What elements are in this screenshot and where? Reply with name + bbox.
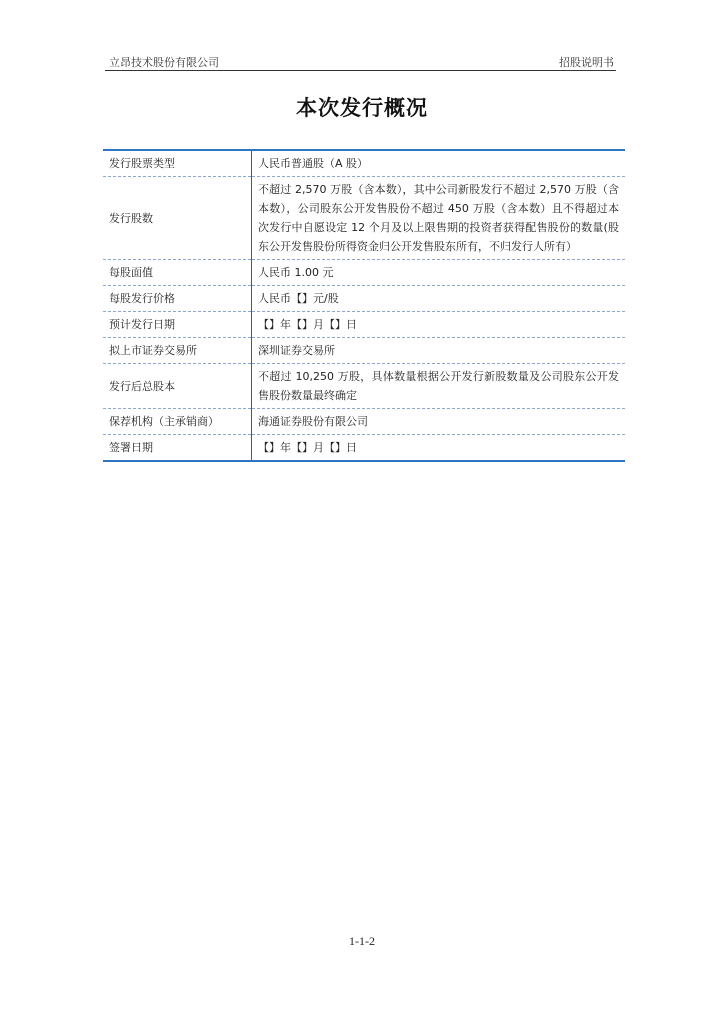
row-value: 人民币【】元/股 bbox=[252, 286, 626, 312]
row-value: 不超过 2,570 万股（含本数），其中公司新股发行不超过 2,570 万股（含本数），公司股东公开发售股份不超过 450 万股（含本数）且不得超过本次发行中自愿设定 12 个月及以上限售期的投资者获得配售股份的数量(股东公开发售股份所得资金归公开发售股东所有，不归发行人所有） bbox=[252, 177, 626, 260]
page-title: 本次发行概况 bbox=[296, 96, 428, 120]
company-name: 立昂技术股份有限公司 bbox=[109, 56, 219, 69]
row-value: 人民币 1.00 元 bbox=[252, 260, 626, 286]
table-row bbox=[103, 435, 625, 462]
row-value: 【】年【】月【】日 bbox=[252, 312, 626, 338]
row-value: 深圳证券交易所 bbox=[252, 338, 626, 364]
table-row bbox=[103, 409, 625, 435]
row-value: 【】年【】月【】日 bbox=[258, 441, 357, 454]
row-label: 预计发行日期 bbox=[103, 312, 252, 338]
row-label: 每股发行价格 bbox=[103, 286, 252, 312]
document-type: 招股说明书 bbox=[559, 56, 614, 69]
row-label: 发行后总股本 bbox=[103, 364, 252, 409]
table-row bbox=[103, 260, 625, 286]
table-row bbox=[103, 338, 625, 364]
row-label: 发行股数 bbox=[103, 177, 252, 260]
row-value: 海通证券股份有限公司 bbox=[252, 409, 626, 435]
table-row bbox=[103, 177, 625, 260]
table-row bbox=[103, 150, 625, 177]
row-value: 不超过 10,250 万股，具体数量根据公开发行新股数量及公司股东公开发售股份数量最终确定 bbox=[252, 364, 626, 409]
page-header bbox=[105, 50, 616, 71]
row-label: 每股面值 bbox=[103, 260, 252, 286]
row-label: 保荐机构（主承销商） bbox=[103, 409, 252, 435]
row-label: 发行股票类型 bbox=[103, 150, 252, 177]
table-row bbox=[103, 312, 625, 338]
table-row bbox=[103, 286, 625, 312]
table-row bbox=[103, 364, 625, 409]
offering-summary-table bbox=[103, 149, 625, 462]
row-value: 人民币普通股（A 股） bbox=[252, 150, 626, 177]
row-label: 签署日期 bbox=[103, 435, 252, 462]
row-label: 拟上市证券交易所 bbox=[103, 338, 252, 364]
page-number: 1-1-2 bbox=[349, 934, 375, 948]
